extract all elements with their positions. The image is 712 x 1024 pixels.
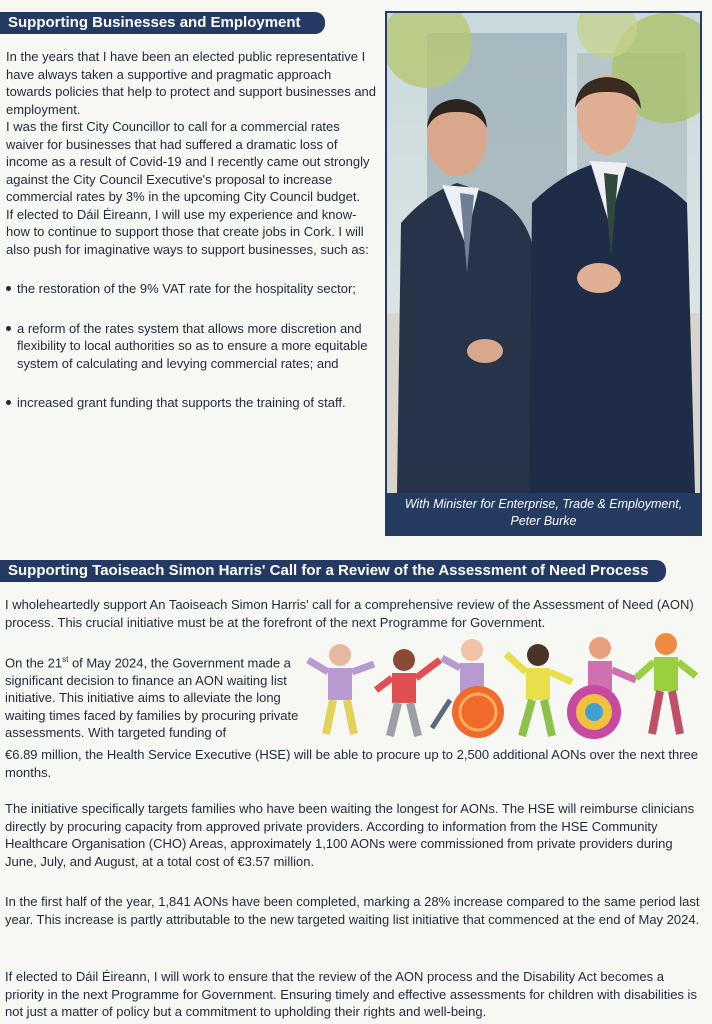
list-item: a reform of the rates system that allows more discretion and flexibility to local authorities so as to ensure a more equitable system of calculating and levying commercial rates; and [6, 320, 380, 373]
child-figure-3-wheelchair [432, 639, 504, 738]
funding-text: of May 2024, the Government made a significant decision to finance an AON waiting list initiative. This initiative aims to alleviate the long waiting times faced by families by procuring private assessments. With targeted funding of [5, 655, 299, 741]
section-heading-businesses: Supporting Businesses and Employment [0, 12, 325, 34]
businesses-para-2: I was the first City Councillor to call for a commercial rates waiver for businesses that had suffered a dramatic loss of income as a result of Covid-19 and I recently came out strongly against the City Council Executive's proposal to increase commercial rates by 3% in the upcoming City Council budget. [6, 119, 370, 204]
businesses-para-3: If elected to Dáil Éireann, I will use my experience and know-how to continue to support those that create jobs in Cork. I will also push for imaginative ways to support businesses, such as: [6, 206, 369, 257]
businesses-para-1: In the years that I have been an elected public representative I have always taken a supportive and pragmatic approach towards policies that help to protect and support businesses and employment. [6, 49, 377, 117]
child-figure-6 [636, 633, 696, 734]
child-figure-1 [308, 644, 374, 734]
children-illustration [300, 630, 702, 745]
aon-intro: I wholeheartedly support An Taoiseach Simon Harris' call for a comprehensive review of the Assessment of Need (AON) process. This crucial initiative must be at the forefront of the next Programme for Government. [5, 597, 694, 630]
section-heading-aon: Supporting Taoiseach Simon Harris' Call for a Review of the Assessment of Need Process [0, 560, 666, 582]
list-item: increased grant funding that supports the training of staff. [6, 394, 380, 412]
aon-funding-continued: €6.89 million, the Health Service Executive (HSE) will be able to procure up to 2,500 additional AONs over the next three months. [5, 747, 698, 780]
photo-caption-line-1: With Minister for Enterprise, Trade & Employment, [404, 497, 683, 511]
date-prefix: On the 21 [5, 655, 63, 671]
list-item: the restoration of the 9% VAT rate for the hospitality sector; [6, 280, 380, 298]
businesses-text-column [6, 48, 380, 434]
aon-targets-para: The initiative specifically targets families who have been waiting the longest for AONs. The HSE will reimburse clinicians directly by procuring capacity from approved private providers. According to information from the HSE Community Healthcare Organisation (CHO) Areas, approximately 1,100 AONs were commissioned from private providers during June, July, and August, at a total cost of €3.57 million. [5, 801, 695, 869]
child-figure-5-wheelchair [567, 637, 636, 739]
date-suffix: st [62, 655, 69, 664]
minister-photo [385, 11, 702, 536]
photo-caption [385, 496, 702, 530]
child-figure-4 [506, 644, 572, 736]
aon-first-half-para: In the first half of the year, 1,841 AONs have been completed, marking a 28% increase compared to the same period last year. This increase is partly attributable to the new targeted waiting list initiative that commenced at the end of May 2024. [5, 894, 700, 927]
child-figure-2 [376, 649, 440, 736]
aon-elected-para: If elected to Dáil Éireann, I will work to ensure that the review of the AON process and the Disability Act becomes a priority in the next Programme for Government. Ensuring timely and effective assessments for children with disabilities is not just a matter of policy but a commitment to upholding their rights and well-being. [5, 969, 697, 1019]
photo-caption-line-2: Peter Burke [510, 514, 577, 528]
businesses-bullet-list [6, 280, 380, 412]
photo-illustration [387, 13, 700, 493]
aon-funding-para [5, 651, 301, 742]
